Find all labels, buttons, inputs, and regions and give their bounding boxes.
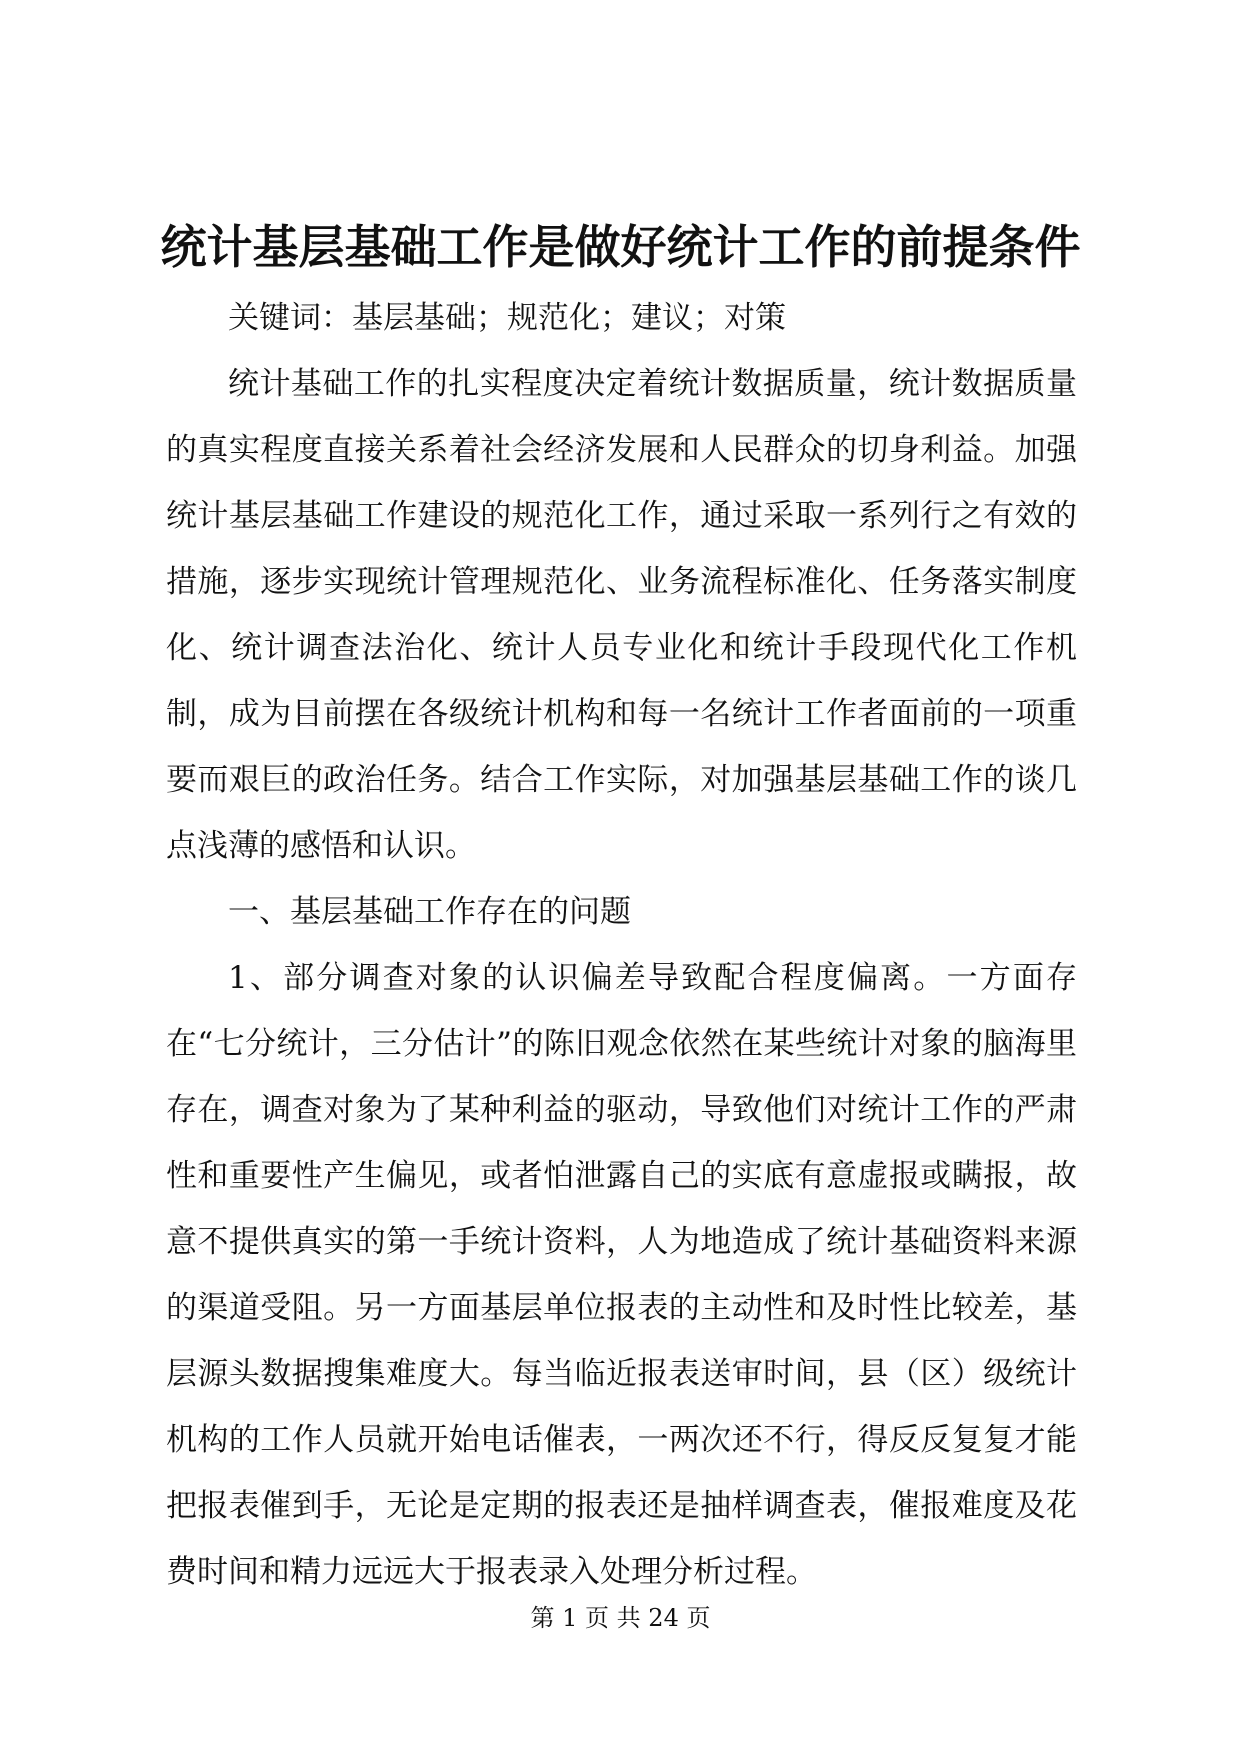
page-footer [0,1600,1241,1636]
paragraph-intro: 统计基础工作的扎实程度决定着统计数据质量，统计数据质量的真实程度直接关系着社会经济发展和人民群众的切身利益。加强统计基层基础工作建设的规范化工作，通过采取一系列行之有效的措施，逐步实现统计管理规范化、业务流程标准化、任务落实制度化、统计调查法治化、统计人员专业化和统计手段现代化工作机制，成为目前摆在各级统计机构和每一名统计工作者面前的一项重要而艰巨的政治任务。结合工作实际，对加强基层基础工作的谈几点浅薄的感悟和认识。 [166,366,1077,864]
keywords-line: 关键词：基层基础；规范化；建议；对策 [228,300,786,336]
section-heading: 一、基层基础工作存在的问题 [228,894,631,930]
document-body [166,285,1077,1605]
page-number: 第 1 页 共 24 页 [530,1604,711,1632]
paragraph-problem-1: 1、部分调查对象的认识偏差导致配合程度偏离。一方面存在“七分统计，三分估计”的陈旧观念依然在某些统计对象的脑海里存在，调查对象为了某种利益的驱动，导致他们对统计工作的严肃性和重要性产生偏见，或者怕泄露自己的实底有意虚报或瞒报，故意不提供真实的第一手统计资料，人为地造成了统计基础资料来源的渠道受阻。另一方面基层单位报表的主动性和及时性比较差，基层源头数据搜集难度大。每当临近报表送审时间，县（区）级统计机构的工作人员就开始电话催表，一两次还不行，得反反复复才能把报表催到手，无论是定期的报表还是抽样调查表，催报难度及花费时间和精力远远大于报表录入处理分析过程。 [166,960,1077,1590]
document-title: 统计基层基础工作是做好统计工作的前提条件 [160,220,1081,274]
